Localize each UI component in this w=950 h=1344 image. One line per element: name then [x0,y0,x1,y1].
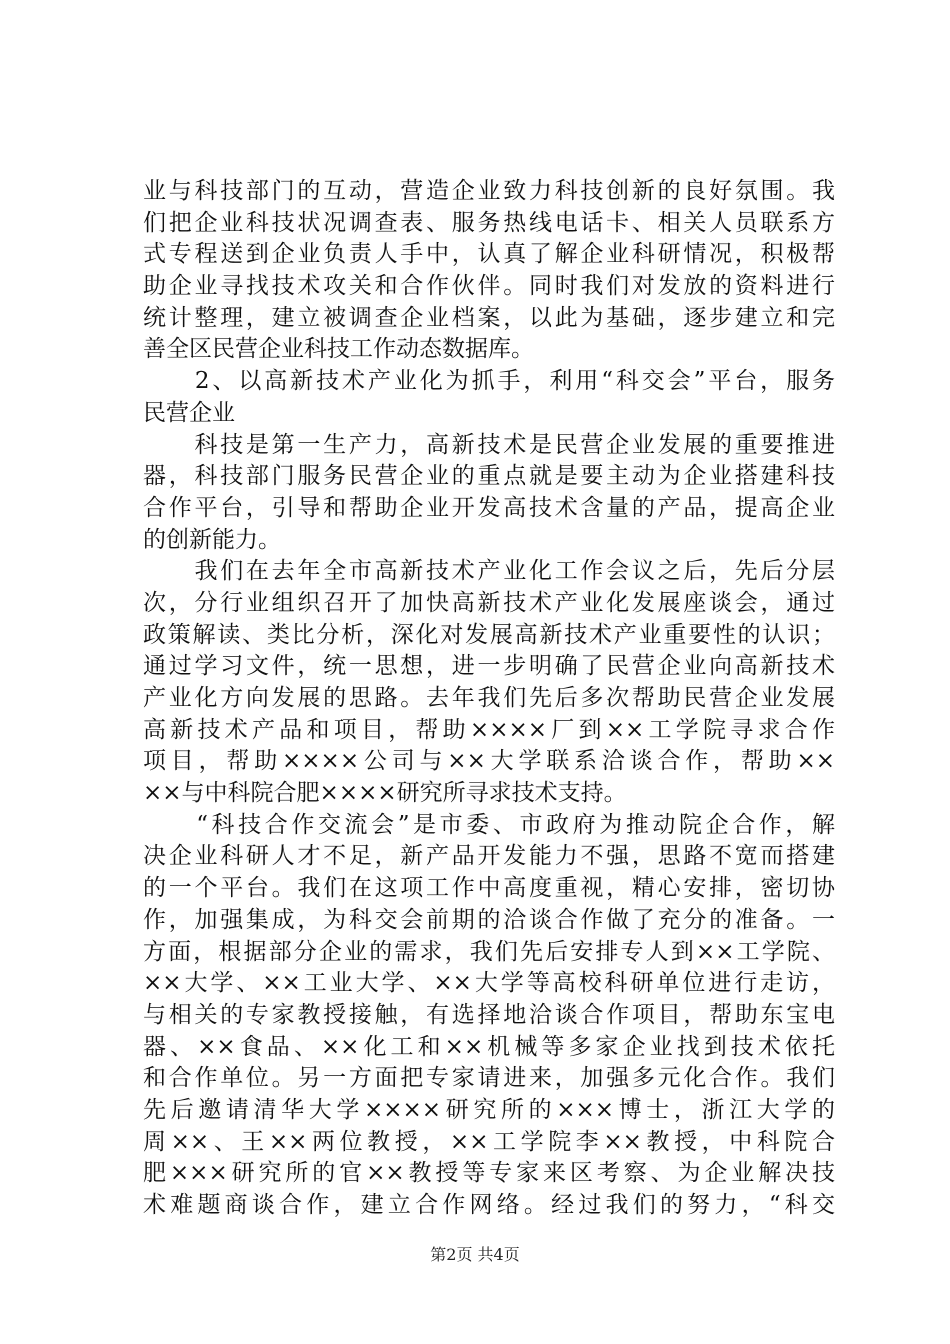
text-line: 周××、王××两位教授，××工学院李××教授，中科院合 [143,1128,835,1155]
body-text [143,176,835,1222]
text-line: 决企业科研人才不足，新产品开发能力不强，思路不宽而搭建 [143,843,835,870]
text-line: ××大学、××工业大学、××大学等高校科研单位进行走访， [143,970,835,997]
text-line: 和合作单位。另一方面把专家请进来，加强多元化合作。我们 [143,1065,835,1092]
text-line: “科技合作交流会”是市委、市政府为推动院企合作，解 [143,811,835,838]
text-line: 与相关的专家教授接触，有选择地洽谈合作项目，帮助东宝电 [143,1001,835,1028]
text-line: 合作平台，引导和帮助企业开发高技术含量的产品，提高企业 [143,494,835,521]
text-line: 产业化方向发展的思路。去年我们先后多次帮助民营企业发展 [143,685,835,711]
text-line: 科技是第一生产力，高新技术是民营企业发展的重要推进 [143,431,835,458]
text-line: 式专程送到企业负责人手中，认真了解企业科研情况，积极帮 [143,241,835,268]
text-line: 们把企业科技状况调查表、服务热线电话卡、相关人员联系方 [143,209,835,236]
text-line: 项目，帮助××××公司与××大学联系洽谈合作，帮助×× [143,748,835,775]
text-line: 肥×××研究所的官××教授等专家来区考察、为企业解决技 [143,1160,835,1187]
text-line: 作，加强集成，为科交会前期的洽谈合作做了充分的准备。一 [143,906,835,933]
text-line: 次，分行业组织召开了加快高新技术产业化发展座谈会，通过 [143,589,835,616]
text-line: 业与科技部门的互动，营造企业致力科技创新的良好氛围。我 [143,178,835,204]
text-line: 方面，根据部分企业的需求，我们先后安排专人到××工学院、 [143,938,835,965]
text-line: 通过学习文件，统一思想，进一步明确了民营企业向高新技术 [143,653,835,680]
text-line: 我们在去年全市高新技术产业化工作会议之后，先后分层 [143,558,835,585]
text-line: 统计整理，建立被调查企业档案，以此为基础，逐步建立和完 [143,304,835,331]
text-line: 2、以高新技术产业化为抓手，利用“科交会”平台，服务 [143,368,835,395]
text-line: 助企业寻找技术攻关和合作伙伴。同时我们对发放的资料进行 [143,273,835,300]
text-line: 术难题商谈合作，建立合作网络。经过我们的努力，“科交 [143,1192,835,1218]
text-line: 政策解读、类比分析，深化对发展高新技术产业重要性的认识； [143,621,835,648]
page-footer: 第2页 共4页 [430,1245,520,1264]
text-line: 先后邀请清华大学××××研究所的×××博士，浙江大学的 [143,1096,835,1123]
text-line: 的一个平台。我们在这项工作中高度重视，精心安排，密切协 [143,875,835,902]
text-line: 的创新能力。 [143,526,281,553]
text-line: 民营企业 [143,399,235,426]
text-line: ××与中科院合肥××××研究所寻求技术支持。 [143,780,627,807]
text-line: 善全区民营企业科技工作动态数据库。 [143,336,534,363]
text-line: 器、××食品、××化工和××机械等多家企业找到技术依托 [143,1033,835,1060]
text-line: 高新技术产品和项目，帮助××××厂到××工学院寻求合作 [143,716,835,743]
text-line: 器，科技部门服务民营企业的重点就是要主动为企业搭建科技 [143,463,835,490]
